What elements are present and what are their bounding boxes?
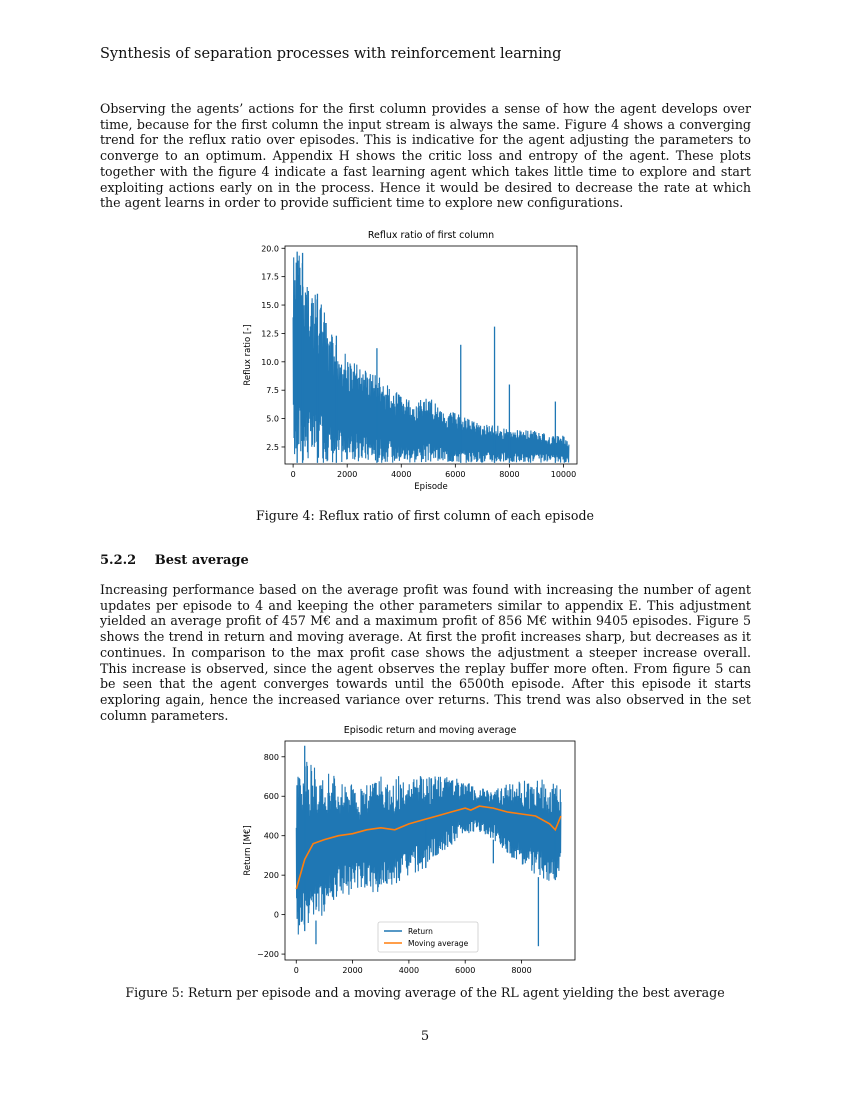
- y-tick-label: 10.0: [261, 357, 279, 367]
- page-number: 5: [420, 1029, 430, 1044]
- y-tick-label: 7.5: [266, 386, 279, 396]
- y-tick-label: 800: [263, 752, 279, 762]
- figure-5-caption: Figure 5: Return per episode and a moving average of the RL agent yielding the best average: [125, 985, 725, 1000]
- section-title: Best average: [154, 553, 249, 568]
- x-axis-label: Episode: [414, 482, 448, 492]
- y-tick-label: 17.5: [261, 272, 279, 282]
- y-tick-label: 0: [273, 910, 279, 920]
- legend-label-1: Moving average: [408, 939, 469, 948]
- chart-title: Reflux ratio of first column: [367, 230, 495, 241]
- x-tick-label: 8000: [511, 966, 532, 975]
- x-tick-label: 6000: [455, 966, 476, 975]
- y-tick-label: 12.5: [261, 329, 279, 339]
- y-tick-label: 400: [263, 831, 279, 841]
- y-tick-label: 200: [263, 871, 279, 881]
- x-tick-label: 2000: [337, 470, 358, 479]
- section-number: 5.2.2: [100, 553, 137, 568]
- paragraph-1: Observing the agents’ actions for the first column provides a sense of how the agent develops over time, because for the first column the input stream is always the same. Figure 4 shows a converging trend for the reflux ratio over episodes. This is indicative for the agent adjusting the parameters to converge to an optimum. Appendix H shows the critic loss and entropy of the agent. These plots together with the figure 4 indicate a fast learning agent which takes little time to explore and start exploiting actions early on in the process. Hence it would be desired to decrease the rate at which the agent learns in order to provide sufficient time to explore new configurations.: [100, 101, 751, 211]
- x-tick-label: 0: [293, 966, 299, 975]
- x-tick-label: 10000: [550, 470, 577, 479]
- series-0-line: [293, 256, 569, 463]
- figure-4-chart: [238, 226, 590, 500]
- y-tick-label: 2.5: [266, 442, 279, 452]
- paragraph-2: Increasing performance based on the average profit was found with increasing the number of agent updates per episode to 4 and keeping the other parameters similar to appendix E. This adjustment yielded an average profit of 457 M€ and a maximum profit of 856 M€ within 9405 episodes. Figure 5 shows the trend in return and moving average. At first the profit increases sharp, but decreases as it continues. In comparison to the max profit case shows the adjustment a steeper increase overall. This increase is observed, since the agent observes the replay buffer more often. From figure 5 can be seen that the agent converges towards until the 6500th episode. After this episode it starts exploring again, hence the increased variance over returns. This trend was also observed in the set column parameters.: [100, 582, 751, 723]
- y-tick-label: 600: [263, 792, 279, 802]
- figure-4-caption: Figure 4: Reflux ratio of first column of each episode: [256, 508, 594, 523]
- figure-5-chart: [238, 720, 590, 978]
- y-axis-label: Reflux ratio [-]: [243, 324, 253, 386]
- section-heading: [100, 553, 249, 568]
- x-tick-label: 4000: [398, 966, 420, 975]
- running-head: Synthesis of separation processes with reinforcement learning: [100, 46, 562, 62]
- legend-label-0: Return: [408, 927, 433, 936]
- x-tick-label: 8000: [499, 470, 520, 479]
- x-tick-label: 4000: [391, 470, 412, 479]
- y-tick-label: 5.0: [266, 414, 279, 424]
- y-tick-label: −200: [257, 950, 279, 960]
- y-axis-label: Return [M€]: [243, 825, 253, 876]
- y-tick-label: 20.0: [261, 244, 279, 254]
- x-tick-label: 6000: [445, 470, 466, 479]
- x-tick-label: 2000: [342, 966, 363, 975]
- x-tick-label: 0: [290, 470, 296, 479]
- series-0-line: [296, 762, 561, 935]
- y-tick-label: 15.0: [261, 301, 279, 311]
- chart-title: Episodic return and moving average: [343, 725, 517, 736]
